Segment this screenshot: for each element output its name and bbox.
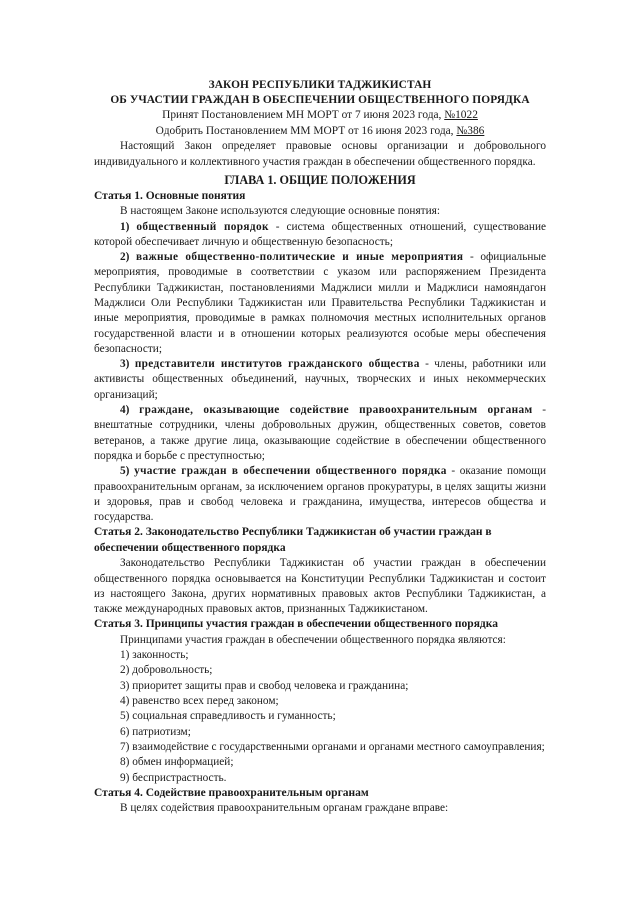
decree-number-2: №386: [456, 124, 485, 137]
definition-term-2: важные общественно-политические и иные мероприятия: [136, 251, 464, 264]
definition-term-1: общественный порядок: [136, 220, 269, 233]
principle-item-3: 3) приоритет защиты прав и свобод человека и гражданина;: [120, 679, 409, 692]
definition-number-3: 3): [120, 358, 130, 371]
document-body: [94, 78, 546, 817]
principle-item-1: 1) законность;: [120, 649, 189, 662]
definition-term-4: граждане, оказывающие содействие правоохранительным органам: [139, 404, 533, 417]
definition-body-3: - члены, работники или активисты общественных объединений, научных, творческих и иных некоммерческих организаций;: [94, 358, 546, 401]
definition-number-4: 4): [120, 404, 130, 417]
article-2-body: Законодательство Республики Таджикистан об участии граждан в обеспечении общественного порядка основывается на Конституции Республики Таджикистан и состоит из настоящего Закона, других нормативных правовых актов Республики Таджикистан, а также международных правовых актов, признанных Таджикистаном.: [94, 557, 546, 616]
principle-item-7: 7) взаимодействие с государственными органами и органами местного самоуправления;: [120, 740, 545, 753]
definition-term-5: участие граждан в обеспечении общественного порядка: [134, 465, 447, 478]
definition-item-3: [94, 357, 546, 403]
preamble-paragraph: Настоящий Закон определяет правовые основы организации и добровольного индивидуального и коллективного участия граждан в обеспечении общественного порядка.: [94, 140, 546, 168]
definition-item-2: [94, 250, 546, 357]
article-3-heading: Статья 3. Принципы участия граждан в обеспечении общественного порядка: [94, 618, 498, 631]
decree-number-1: №1022: [444, 109, 478, 122]
document-title-line-1: ЗАКОН РЕСПУБЛИКИ ТАДЖИКИСТАН: [208, 79, 432, 91]
principle-item-2: 2) добровольность;: [120, 664, 213, 677]
article-2-heading-line-2: обеспечении общественного порядка: [94, 541, 286, 554]
definition-item-5: [94, 464, 546, 525]
definition-body-2: - официальные мероприятия, проводимые в соответствии с указом или распоряжением Президента Республики Таджикистан, постановлениями Маджлиси милли и Маджлиси намояндагон Маджлиси Оли Республики Таджикистан или Правительства Республики Таджикистан и иные мероприятия, проводимые в рамках полномочия местных исполнительных органов государственной власти и в отношении которых реализуются особые меры обеспечения безопасности;: [94, 251, 546, 355]
principle-item-5: 5) социальная справедливость и гуманность;: [120, 710, 336, 723]
principle-item-6: 6) патриотизм;: [120, 725, 191, 738]
definition-item-1: [94, 220, 546, 251]
article-4-intro: В целях содействия правоохранительным органам граждане вправе:: [120, 802, 449, 815]
definition-body-4: - внештатные сотрудники, члены добровольных дружин, общественных советов, советов ветеранов, а также другие лица, оказывающие содействие в обеспечении общественного порядка и борьбе с преступностью;: [94, 404, 546, 462]
chapter-heading: ГЛАВА 1. ОБЩИЕ ПОЛОЖЕНИЯ: [224, 172, 416, 187]
principle-item-8: 8) обмен информацией;: [120, 756, 234, 769]
article-4-heading: Статья 4. Содействие правоохранительным органам: [94, 786, 369, 799]
article-1-intro: В настоящем Законе используются следующие основные понятия:: [120, 205, 440, 218]
adoption-line-1: Принят Постановлением МН МОРТ от 7 июня 2023 года, №1022: [162, 109, 478, 122]
definition-number-2: 2): [120, 251, 130, 264]
definition-number-1: 1): [120, 220, 130, 233]
principle-item-9: 9) беспристрастность.: [120, 771, 227, 784]
adoption-line-2: Одобрить Постановлением ММ МОРТ от 16 июня 2023 года, №386: [155, 124, 485, 137]
article-3-intro: Принципами участия граждан в обеспечении общественного порядка являются:: [120, 633, 506, 646]
definition-item-4: [94, 403, 546, 464]
document-title-line-2: ОБ УЧАСТИИ ГРАЖДАН В ОБЕСПЕЧЕНИИ ОБЩЕСТВЕННОГО ПОРЯДКА: [110, 94, 530, 107]
definition-body-1: - система общественных отношений, существование которой обеспечивает личную и общественную безопасность;: [94, 220, 547, 248]
definition-term-3: представители институтов гражданского общества: [134, 358, 420, 371]
principle-item-4: 4) равенство всех перед законом;: [120, 695, 279, 708]
definition-body-5: - оказание помощи правоохранительным органам, за исключением органов прокуратуры, в целях защиты жизни и здоровья, прав и свобод человека и гражданина, имущества, интересов общества и государства.: [94, 465, 546, 524]
article-2-heading-line-1: Статья 2. Законодательство Республики Таджикистан об участии граждан в: [94, 526, 492, 539]
article-1-heading: Статья 1. Основные понятия: [94, 189, 246, 202]
definition-number-5: 5): [120, 465, 130, 478]
